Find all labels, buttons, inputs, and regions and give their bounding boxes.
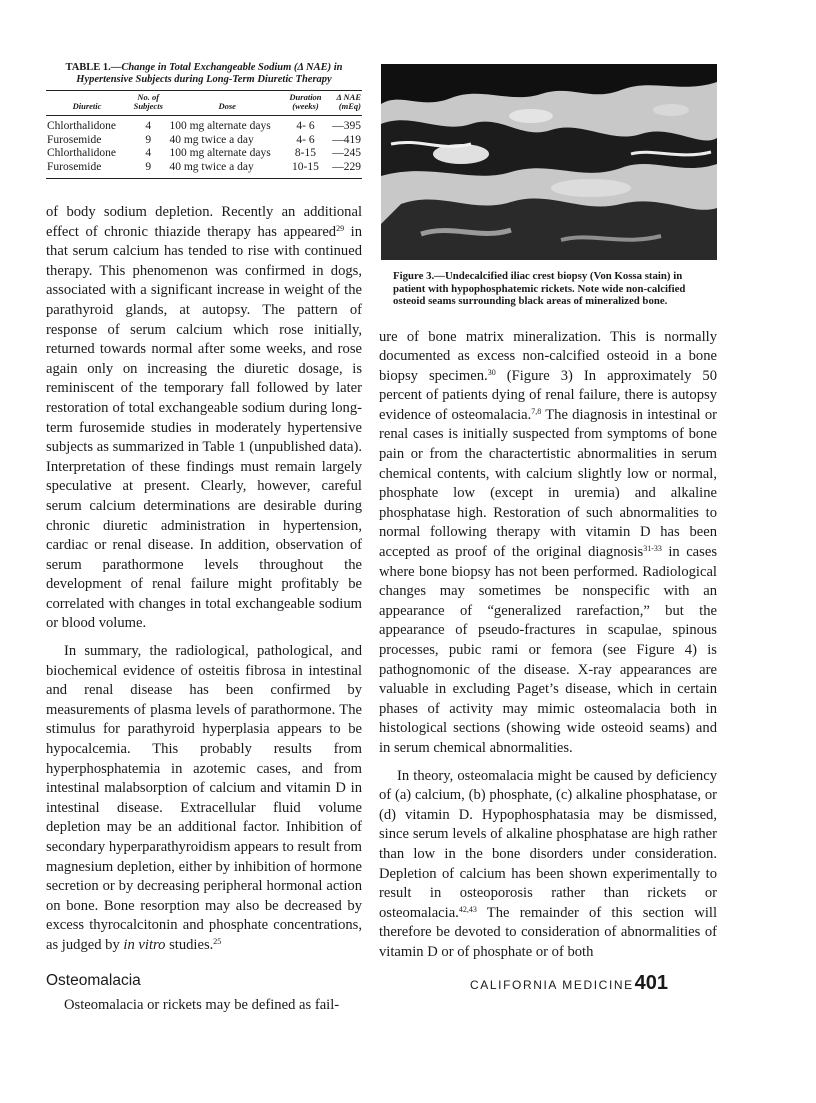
cell-duration: 8-15 bbox=[294, 147, 317, 159]
page-number: 401 bbox=[634, 972, 668, 994]
cell-dose: 100 mg alternate days bbox=[169, 147, 271, 159]
cell-subjects: 4 bbox=[145, 147, 152, 159]
header-dose: Dose bbox=[168, 91, 285, 116]
cell-na: —245 bbox=[332, 147, 361, 159]
section-heading-osteomalacia: Osteomalacia bbox=[46, 971, 141, 989]
header-subjects: No. of Subjects bbox=[128, 91, 168, 116]
paragraph-summary: In summary, the radiological, pathological, and biochemical evidence of osteitis fibrosa in intestinal and renal disease has been confirmed by measurements of plasma levels of parathormone. The stimulus for parathyroid hyperplasia appears to be hypocalcemia. This probably results from hyperphosphatemia in azotemic cases, and from intestinal malabsorption of calcium and vitamin D in intestinal disease. Extracellular fluid volume depletion may be an additional factor. Inhibition of secondary hyperparathyroidism appears to result from magnesium depletion, either by inhibition of hormone secretion or by decreasing peripheral hormonal action on bone. Bone resorption may also be decreased by excess thyrocalcitonin and phosphate concentrations, as judged by in vitro studies.$^{25}$ bbox=[46, 643, 362, 953]
paragraph-sodium-depletion: of body sodium depletion. Recently an additional effect of chronic thiazide therapy has appeared$^{29}$ in that serum calcium has tended to rise with continued therapy. This phenomenon was confirmed in dogs, associated with a significant increase in weight of the parathyroid glands, at autopsy. The pattern of response of serum calcium which rose initially, returned towards normal after some weeks, and rose again only on increasing the diuretic dosage, is reminiscent of the temporary fall followed by later restoration of total exchangeable sodium during long-term furosemide studies in moderately hypertensive subjects as summarized in Table 1 (unpublished data). Interpretation of these findings must remain largely speculative at present. Clearly, however, careful serum calcium determinations are desirable during chronic diuretic administration in hypertension, cardiac or renal disease. In addition, observation of serum parathormone levels throughout the development of renal failure might profitably be correlated with changes in total exchangeable sodium or blood volume. bbox=[46, 204, 362, 632]
cell-subjects: 9 bbox=[128, 161, 168, 179]
cell-diuretic: Furosemide bbox=[47, 133, 102, 146]
table-row bbox=[46, 116, 362, 134]
cell-duration: 4- 6 bbox=[296, 133, 315, 146]
paragraph-theory: In theory, osteomalacia might be caused by deficiency of (a) calcium, (b) phosphate, (c) alkaline phosphatase, or (d) vitamin D. Hypophosphatasia may be dismissed, since serum levels of alkaline phosphatase are high rather than low in the bone disorders under consideration. Depletion of calcium has been shown experimentally to result in osteoporosis rather than rickets or osteomalacia.$^{42,43}$ The remainder of this section will therefore be devoted to consideration of abnormalities of vitamin D or of phosphate or of both bbox=[379, 767, 717, 960]
cell-diuretic: Chlorthalidone bbox=[47, 120, 116, 132]
cell-subjects: 4 bbox=[145, 120, 152, 132]
header-na: Δ NAE (mEq) bbox=[325, 91, 362, 116]
left-column bbox=[46, 56, 362, 1015]
table-title: TABLE 1.—Change in Total Exchangeable Sodium (Δ NAE) in Hypertensive Subjects during Long-Term Diuretic Therapy bbox=[65, 62, 343, 85]
figure-caption: Figure 3.—Undecalcified iliac crest biopsy (Von Kossa stain) in patient with hypophosphatemic rickets. Note wide non-calcified osteoid seams surrounding black areas of mineralized bone. bbox=[393, 270, 686, 307]
page-footer bbox=[470, 972, 668, 995]
cell-na: —419 bbox=[332, 133, 361, 146]
journal-name: CALIFORNIA MEDICINE bbox=[470, 978, 634, 992]
biopsy-figure-image bbox=[381, 64, 717, 260]
table-row bbox=[46, 147, 362, 161]
table-row bbox=[46, 134, 362, 148]
cell-diuretic: Furosemide bbox=[46, 161, 128, 179]
paragraph-bone-matrix: ure of bone matrix mineralization. This is normally documented as excess non-calcified osteoid in a bone biopsy specimen.$^{30}$ (Figure 3) In approximately 50 percent of patients dying of renal failure, there is autopsy evidence of osteomalacia.$^{7,8}$ The diagnosis in intestinal or renal cases is initially suspected from symptoms of bone pain or from the charactertistic abnormalities in serum chemical contents, with calcium slightly low or normal, phosphate low (except in uremia) and alkaline phosphatase high. Restoration of such abnormalities to normal following therapy with vitamin D has been accepted as proof of the original diagnosis$^{31-33}$ in cases where bone biopsy has not been performed. Radiological changes may sometimes be nonspecific with an appearance of “generalized rarefaction,” but the appearance of pseudo-fractures in scapulae, spinous processes, pubic rami or femora (see Figure 4) is pathognomonic of the disease. X-ray appearances are valuable in excluding Paget’s disease, which in certain phases of activity may mimic osteomalacia both in histological sections (showing wide osteoid seams) and in serum chemical abnormalities. bbox=[379, 328, 717, 756]
cell-na: —395 bbox=[332, 120, 361, 132]
cell-diuretic: Chlorthalidone bbox=[47, 147, 116, 159]
table-row bbox=[46, 161, 362, 179]
cell-duration: 4- 6 bbox=[296, 120, 315, 132]
cell-dose: 100 mg alternate days bbox=[169, 120, 271, 132]
cell-dose: 40 mg twice a day bbox=[168, 161, 285, 179]
cell-dose: 40 mg twice a day bbox=[169, 133, 254, 146]
sodium-table bbox=[46, 90, 362, 179]
right-column bbox=[379, 64, 717, 963]
paragraph-osteomalacia-start: Osteomalacia or rickets may be defined as fail- bbox=[64, 996, 340, 1013]
header-duration: Duration (weeks) bbox=[286, 91, 325, 116]
cell-subjects: 9 bbox=[145, 133, 152, 146]
cell-na: —229 bbox=[325, 161, 362, 179]
biopsy-micrograph-icon bbox=[381, 64, 717, 260]
cell-duration: 10-15 bbox=[286, 161, 325, 179]
header-diuretic: Diuretic bbox=[46, 91, 128, 116]
